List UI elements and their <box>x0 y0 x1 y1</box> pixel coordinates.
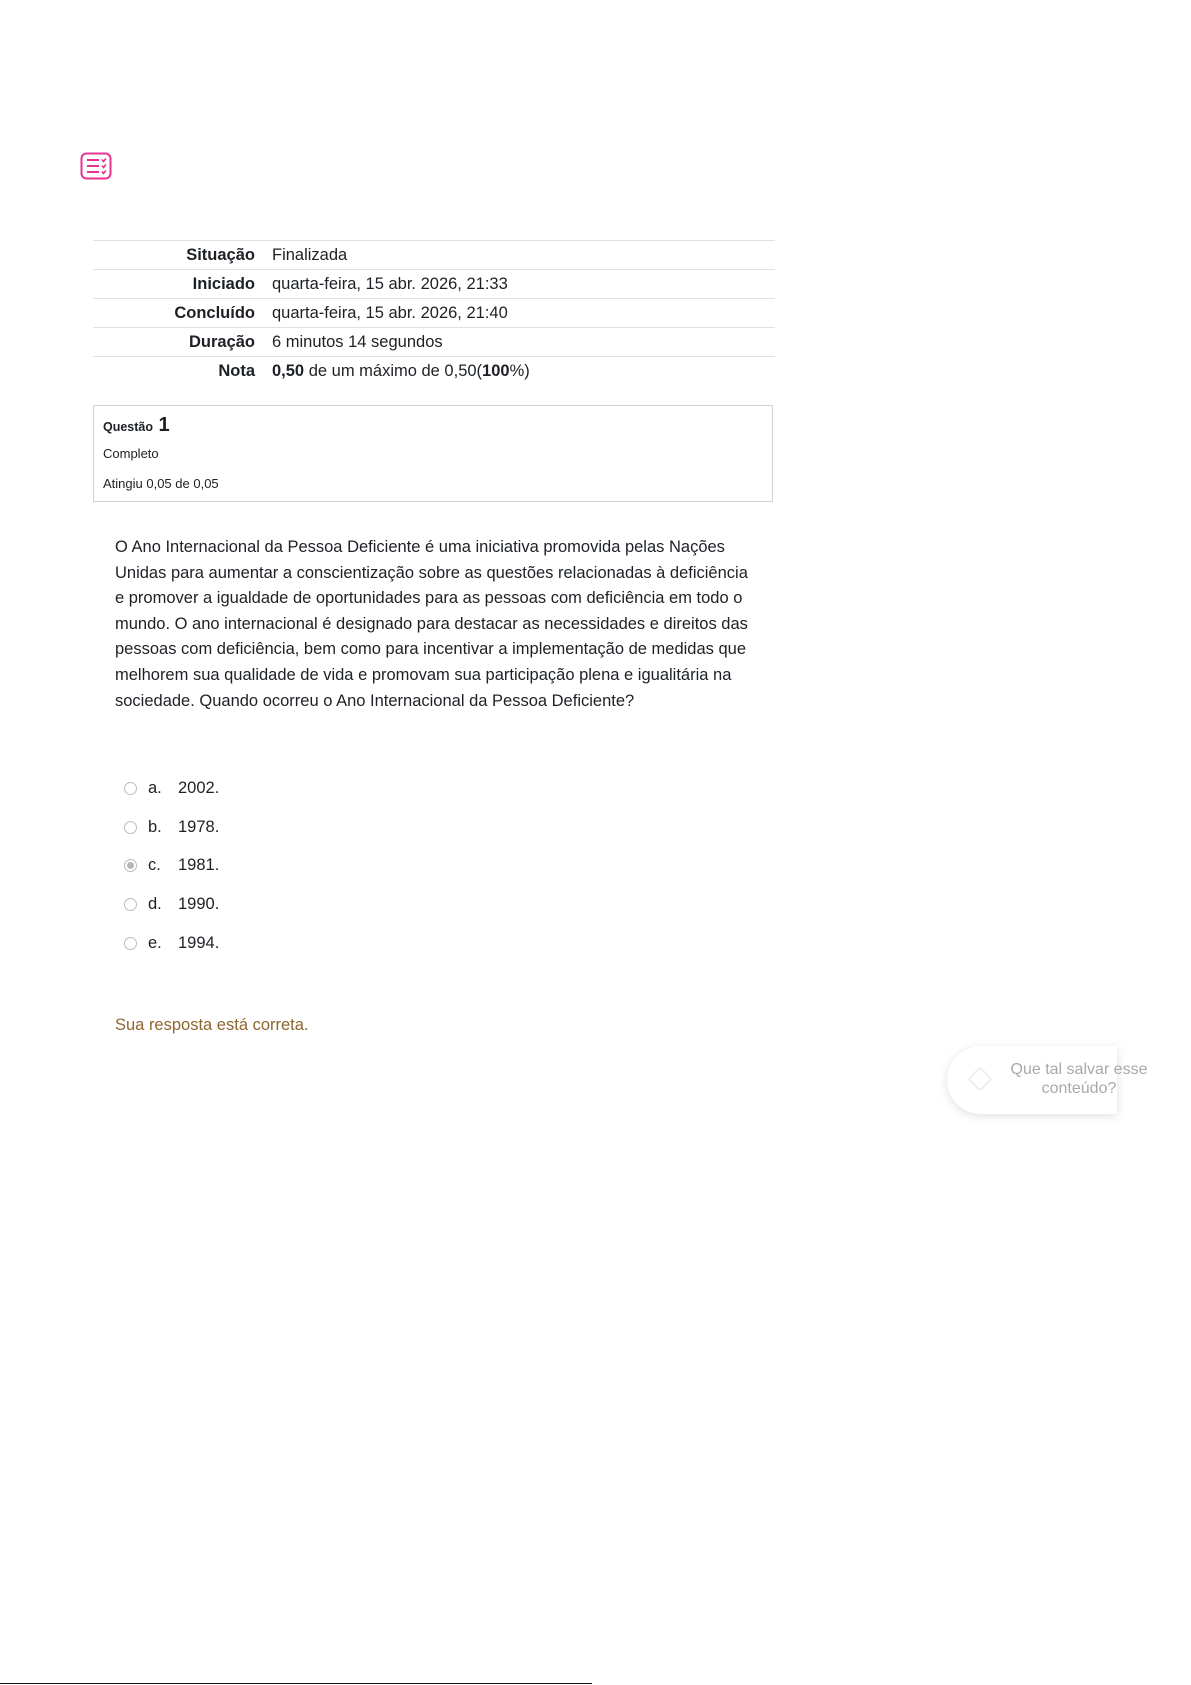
answer-text: 1990. <box>178 895 220 914</box>
summary-label: Situação <box>93 241 272 270</box>
summary-label: Duração <box>93 328 272 357</box>
answer-text: 1994. <box>178 934 220 953</box>
question-text: O Ano Internacional da Pessoa Deficiente é uma iniciativa promovida pelas Nações Unidas para aumentar a conscientização sobre as questões relacionadas à deficiência e promover a igualdade de oportunidades para as pessoas com deficiência em todo o mundo. O ano internacional é designado para destacar as necessidades e direitos das pessoas com deficiência, bem como para incentivar a implementação de medidas que melhorem sua qualidade de vida e promovam sua participação plena e igualitária na sociedade. Quando ocorreu o Ano Internacional da Pessoa Deficiente? <box>115 538 748 710</box>
answer-option[interactable] <box>124 847 219 886</box>
checklist-icon <box>80 152 112 180</box>
answer-option[interactable] <box>124 808 219 847</box>
answer-letter: a. <box>148 778 162 797</box>
attempt-summary-table <box>93 240 775 385</box>
radio-button[interactable] <box>124 821 137 834</box>
answer-letter: c. <box>148 856 161 875</box>
grade-value <box>272 357 775 386</box>
summary-row-grade <box>93 357 775 386</box>
page-bottom-divider <box>0 1683 592 1684</box>
grade-percent: 100 <box>482 361 510 380</box>
summary-label: Nota <box>93 357 272 386</box>
answer-letter: e. <box>148 934 162 953</box>
answer-text: 1978. <box>178 817 220 836</box>
radio-button[interactable] <box>124 782 137 795</box>
radio-button[interactable] <box>124 898 137 911</box>
summary-label: Iniciado <box>93 270 272 299</box>
summary-value: 6 minutos 14 segundos <box>272 328 775 357</box>
grade-suffix: %) <box>509 361 530 380</box>
answer-option[interactable] <box>124 769 219 808</box>
radio-button[interactable] <box>124 937 137 950</box>
question-state: Completo <box>103 446 159 461</box>
radio-button-selected[interactable] <box>124 859 137 872</box>
question-label: Questão <box>103 420 154 434</box>
answer-text: 1981. <box>178 856 220 875</box>
bookmark-diamond-icon <box>967 1066 992 1091</box>
save-content-label: Que tal salvar esse conteúdo? <box>1010 1061 1148 1097</box>
summary-value: quarta-feira, 15 abr. 2026, 21:40 <box>272 299 775 328</box>
answer-option[interactable] <box>124 924 219 963</box>
save-content-button[interactable] <box>947 1046 1148 1114</box>
question-info-box <box>93 405 773 502</box>
answer-letter: b. <box>148 817 162 836</box>
grade-middle: de um máximo de 0,50( <box>304 361 483 380</box>
question-number <box>103 414 170 437</box>
answer-feedback: Sua resposta está correta. <box>115 1016 309 1034</box>
answer-letter: d. <box>148 895 162 914</box>
summary-row-status <box>93 241 775 270</box>
answer-option[interactable] <box>124 885 219 924</box>
summary-label: Concluído <box>93 299 272 328</box>
grade-score: 0,50 <box>272 361 305 380</box>
summary-value: Finalizada <box>272 241 775 270</box>
summary-row-duration <box>93 328 775 357</box>
answer-options <box>124 769 219 963</box>
summary-row-started <box>93 270 775 299</box>
summary-value: quarta-feira, 15 abr. 2026, 21:33 <box>272 270 775 299</box>
answer-text: 2002. <box>178 778 220 797</box>
summary-row-completed <box>93 299 775 328</box>
question-number-value: 1 <box>158 414 170 436</box>
question-grade: Atingiu 0,05 de 0,05 <box>103 476 219 491</box>
